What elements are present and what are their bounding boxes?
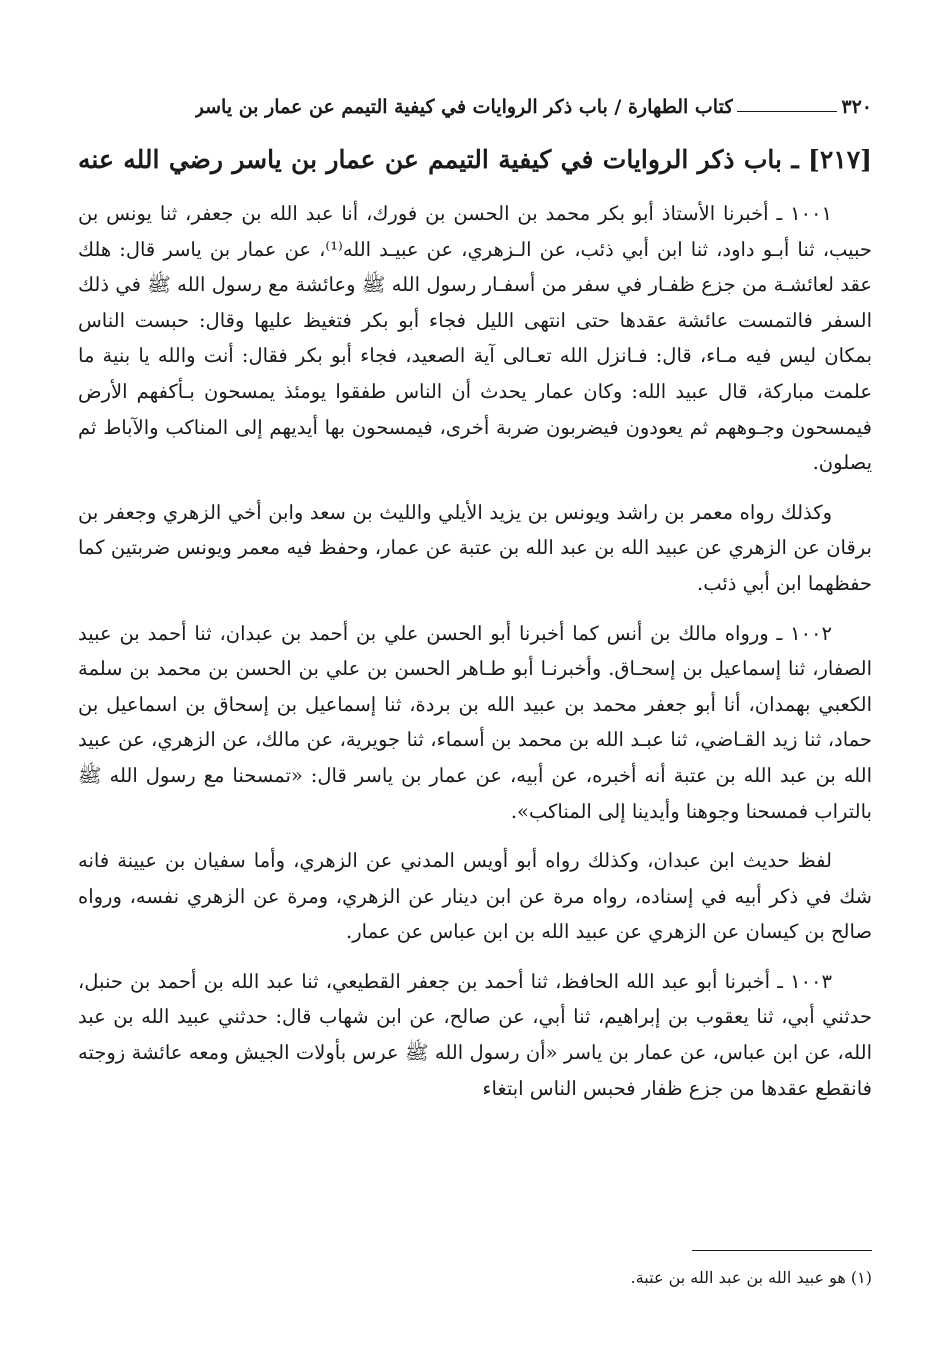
header-title: كتاب الطهارة / باب ذكر الروايات في كيفية التيمم عن عمار بن ياسر <box>194 96 734 118</box>
body-text <box>78 196 872 1120</box>
paragraph-commentary-2: لفظ حديث ابن عبدان، وكذلك رواه أبو أويس المدني عن الزهري، وأما سفيان بن عيينة فانه شك في ذكر أبيه في إسناده، رواه مرة عن ابن دينار عن الزهري، ومرة عن الزهري نفسه، ورواه صالح بن كيسان عن الزهري عن عبيد الله بن ابن عباس عن عمار. <box>78 849 872 944</box>
paragraph-hadith-1002: ١٠٠٢ ـ ورواه مالك بن أنس كما أخبرنا أبو الحسن علي بن أحمد بن عبدان، ثنا أحمد بن عبيد الصفار، ثنا إسماعيل بن إسحـاق. وأخبرنـا أبو طـاهر الحسن بن علي بن الحسن بن محمد بن سلمة الكعبي بهمدان، أنا أبو جعفر محمد بن عبيد الله بن بردة، ثنا إسماعيل بن إسحاق بن اسماعيل بن حماد، ثنا زيد القـاضي، ثنا عبـد الله بن محمد بن أسماء، ثنا جويرية، عن مالك، عن الزهري، عن عبيد الله بن عبد الله بن عتبة أنه أخبره، عن أبيه، عن عمار بن ياسر قال: «تمسحنا مع رسول الله ﷺ بالتراب فمسحنا وجوهنا وأيدينا إلى المناكب». <box>78 621 872 823</box>
running-header <box>78 88 872 118</box>
paragraph-commentary-1: وكذلك رواه معمر بن راشد ويونس بن يزيد الأيلي والليث بن سعد وابن أخي الزهري وجعفر بن برقان عن الزهري عن عبيد الله بن عبد الله بن عتبة عن عمار، وحفظ فيه معمر ويونس ضربتين كما حفظهما ابن أبي ذئب. <box>78 500 872 595</box>
header-rule <box>737 111 837 112</box>
footnote: (١) هو عبيد الله بن عبد الله بن عتبة. <box>630 1268 872 1287</box>
paragraph-hadith-1001: ١٠٠١ ـ أخبرنا الأستاذ أبو بكر محمد بن الحسن بن فورك، أنا عبد الله بن جعفر، ثنا يونس بن حبيب، ثنا أبـو داود، ثنا ابن أبي ذئب، عن الـزهري، عن عبيـد الله⁽¹⁾، عن عمار بن ياسر قال: هلك عقد لعائشـة من جزع ظفـار في سفر من أسفـار رسول الله ﷺ وعائشة مع رسول الله ﷺ في ذلك السفر فالتمست عائشة عقدها حتى انتهى الليل فجاء أبو بكر فتغيظ عليها وقال: حبست الناس بمكان ليس فيه مـاء، قال: فـانزل الله تعـالى آية الصعيد، فجاء أبو بكر فقال: أنت والله يا بنية ما علمت مباركة، قال عبيد الله: وكان عمار يحدث أن الناس طفقوا يومئذ يمسحون بـأكفهم الأرض فيمسحون وجـوههم ثم يعودون فيضربون ضربة أخرى، فيمسحون بها أيديهم إلى المناكب والآباط ثم يصلون. <box>78 202 872 475</box>
chapter-heading: [٢١٧] ـ باب ذكر الروايات في كيفية التيمم عن عمار بن ياسر رضي الله عنه <box>78 145 872 174</box>
footnote-rule <box>692 1250 872 1251</box>
paragraph-hadith-1003: ١٠٠٣ ـ أخبرنا أبو عبد الله الحافظ، ثنا أحمد بن جعفر القطيعي، ثنا عبد الله بن أحمد بن حنبل، حدثني أبي، ثنا يعقوب بن إبراهيم، ثنا أبي، عن صالح، عن ابن شهاب قال: حدثني عبيد الله بن عبد الله، عن ابن عباس، عن عمار بن ياسر «أن رسول الله ﷺ عرس بأولات الجيش ومعه عائشة زوجته فانقطع عقدها من جزع ظفار فحبس الناس ابتغاء <box>78 969 872 1100</box>
page-number: ٣٢٠ <box>841 96 872 118</box>
